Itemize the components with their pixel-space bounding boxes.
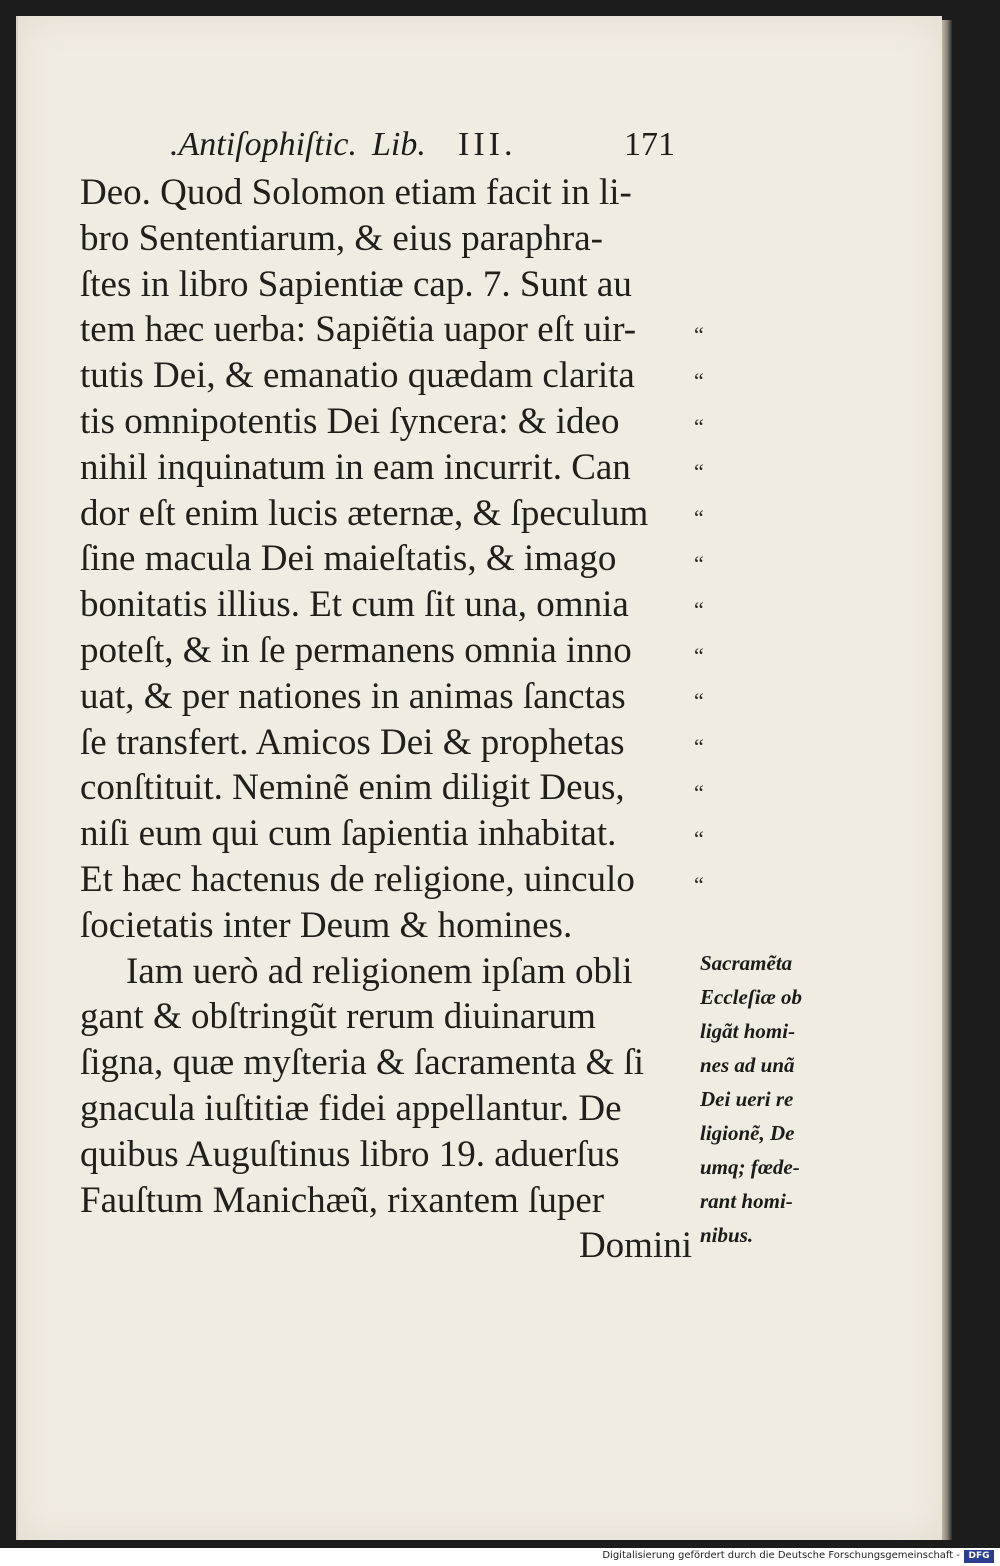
text-line: niſi eum qui cum ſapientia inhabitat. [80,813,617,855]
body-text [80,170,700,1269]
quotation-mark: “ [694,688,703,714]
text-line: Et hæc hactenus de religione, uinculo [80,858,635,900]
marginal-note-line: rant homi- [700,1189,793,1213]
text-line: ſigna, quæ myſteria & ſacramenta & ſi [80,1042,645,1084]
quotation-mark: “ [694,779,703,805]
quotation-mark: “ [694,596,703,622]
text-line: Deo. Quod Solomon etiam facit in li- [80,172,632,213]
text-line: gant & obſtringũt rerum diuinarum [80,996,596,1038]
text-line: tutis Dei, & emanatio quædam clarita [80,355,635,397]
quotation-mark: “ [694,871,703,897]
marginal-note-line: ligãt homi- [700,1019,796,1043]
text-line: gnacula iuſtitiæ fidei appellantur. De [80,1087,622,1129]
quotation-mark: “ [694,413,703,439]
marginal-note-line: Eccleſiæ ob [700,985,803,1009]
running-head [170,126,690,170]
text-line: tis omnipotentis Dei ſyncera: & ideo [80,400,620,442]
quotation-mark: “ [694,825,703,851]
text-line: bro Sententiarum, & eius paraphra- [80,217,603,259]
quotation-mark: “ [694,550,703,576]
text-line: bonitatis illius. Et cum ſit una, omnia [80,584,629,626]
text-line: dor eſt enim lucis æternæ, & ſpeculum [80,492,649,534]
marginal-note-line: nibus. [700,1223,754,1247]
marginal-note-line: umq; fœde- [700,1155,800,1179]
quotation-mark: “ [694,505,703,531]
text-line: ſine macula Dei maieſtatis, & imago [80,538,617,580]
quotation-mark: “ [694,459,703,485]
marginal-note-line: nes ad unã [700,1053,795,1077]
quotation-mark: “ [694,734,703,760]
text-line: Fauſtum Manichæũ, rixantem ſuper [80,1179,605,1221]
running-head-book: Lib. [372,126,426,163]
quotation-mark: “ [694,367,703,393]
text-line: quibus Auguſtinus libro 19. aduerſus [80,1133,620,1175]
catchword: Domini [578,1225,692,1267]
text-line: poteſt, & in ſe permanens omnia inno [80,629,632,671]
paragraph-first-line: Iam uerò ad religionem ipſam obli [126,950,633,992]
text-line: ſocietatis inter Deum & homines. [80,904,573,946]
running-head-title: .Antiſophiſtic. [170,126,357,163]
quotation-mark: “ [694,322,703,347]
text-line: conſtituit. Neminẽ enim diligit Deus, [80,767,625,809]
text-line: ſtes in libro Sapientiæ cap. 7. Sunt au [80,263,632,305]
marginal-note [700,946,840,1252]
marginal-note-line: ligionẽ, De [700,1121,795,1145]
running-head-book-number: III. [458,126,517,163]
text-line: uat, & per nationes in animas ſanctas [80,675,626,717]
quotation-marks-column [694,312,728,907]
quotation-mark: “ [694,642,703,668]
page-number: 171 [624,126,675,163]
dfg-logo: DFG [964,1550,994,1563]
text-line: nihil inquinatum in eam incurrit. Can [80,446,631,488]
digitization-credit: Digitalisierung gefördert durch die Deutsche Forschungsgemeinschaft - [602,1550,960,1561]
marginal-note-line: Sacramẽta [700,951,793,975]
text-line: ſe transfert. Amicos Dei & prophetas [80,721,625,763]
text-line: tem hæc uerba: Sapiẽtia uapor eſt uir- [80,309,637,351]
marginal-note-line: Dei ueri re [700,1087,794,1111]
